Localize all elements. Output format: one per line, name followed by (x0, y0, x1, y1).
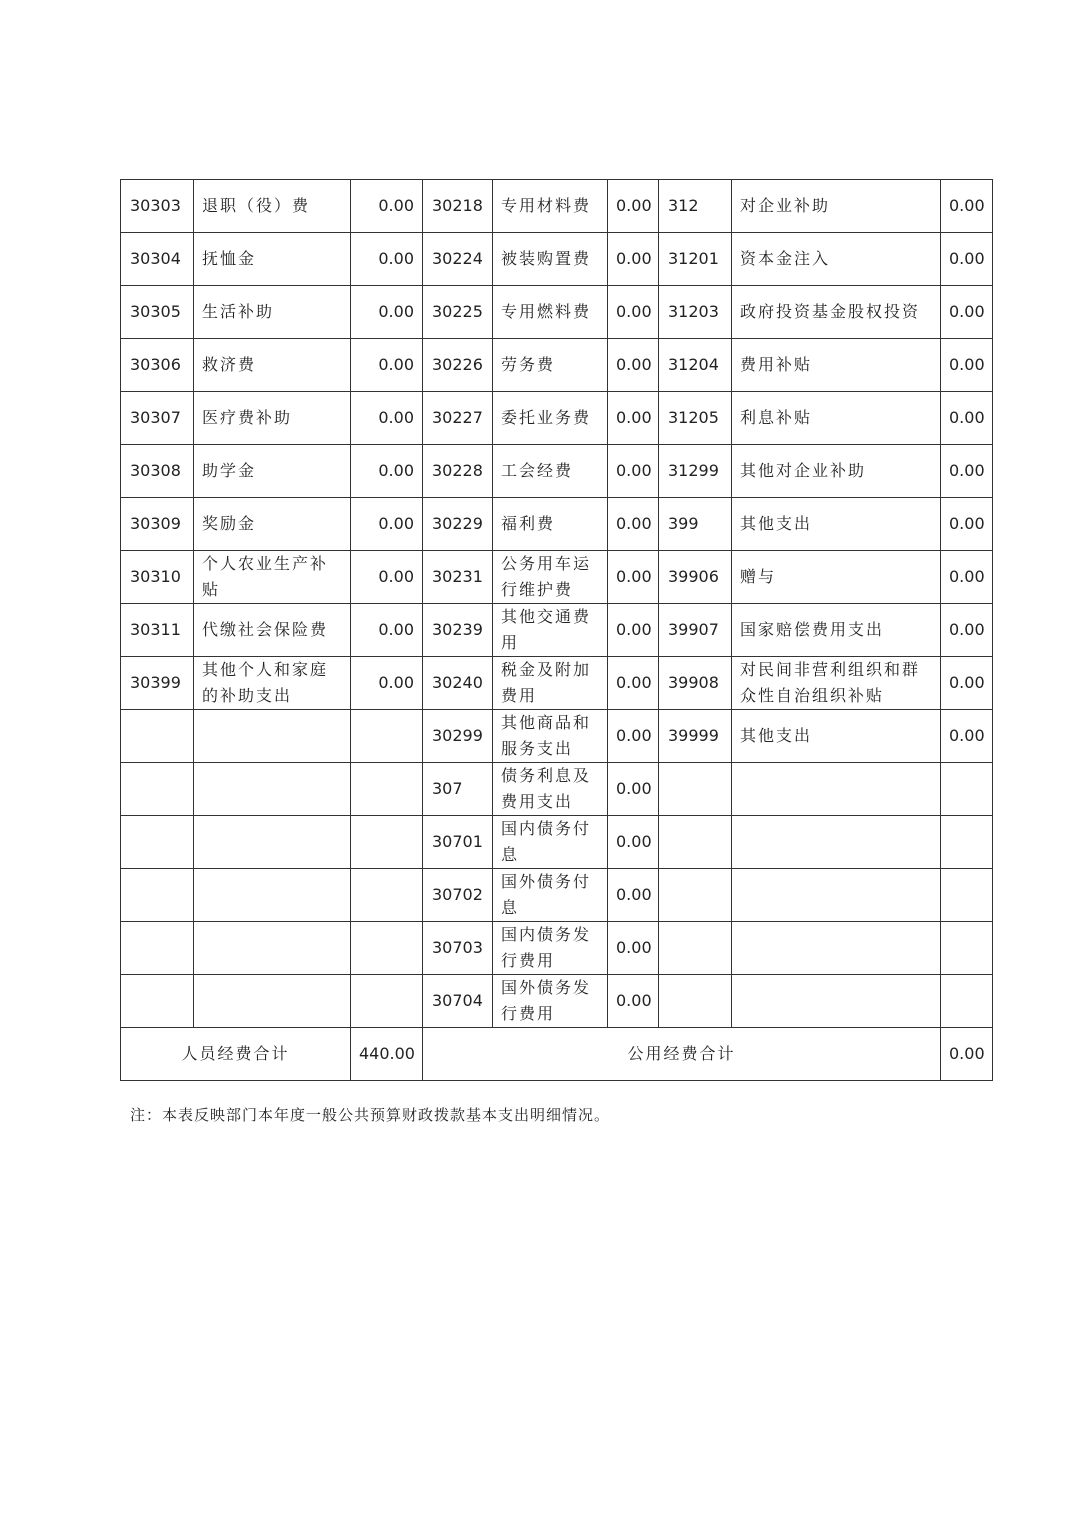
public-item-cell: 委托业务费 (493, 392, 608, 445)
other-item-cell (732, 869, 941, 922)
personnel-item-cell: 抚恤金 (194, 233, 351, 286)
table-row (121, 498, 993, 551)
public-amount-cell: 0.00 (608, 710, 659, 763)
other-code-cell (659, 763, 732, 816)
personnel-code-cell: 30307 (121, 392, 194, 445)
public-amount-cell: 0.00 (608, 604, 659, 657)
public-amount-cell: 0.00 (608, 498, 659, 551)
public-amount-cell: 0.00 (608, 180, 659, 233)
other-item-cell: 国家赔偿费用支出 (732, 604, 941, 657)
other-amount-cell: 0.00 (941, 392, 993, 445)
personnel-amount-cell: 0.00 (351, 498, 423, 551)
table-row (121, 922, 993, 975)
public-item-cell: 国外债务付息 (493, 869, 608, 922)
other-item-cell: 其他支出 (732, 498, 941, 551)
totals-row (121, 1028, 993, 1081)
personnel-amount-cell (351, 816, 423, 869)
other-code-cell: 312 (659, 180, 732, 233)
personnel-item-cell: 医疗费补助 (194, 392, 351, 445)
public-code-cell: 30226 (423, 339, 493, 392)
other-code-cell (659, 816, 732, 869)
public-item-cell: 被装购置费 (493, 233, 608, 286)
other-amount-cell: 0.00 (941, 339, 993, 392)
public-amount-cell: 0.00 (608, 392, 659, 445)
other-amount-cell (941, 975, 993, 1028)
personnel-amount-cell (351, 710, 423, 763)
other-item-cell: 政府投资基金股权投资 (732, 286, 941, 339)
public-item-cell: 国内债务付息 (493, 816, 608, 869)
other-amount-cell: 0.00 (941, 657, 993, 710)
other-item-cell (732, 763, 941, 816)
personnel-item-cell (194, 763, 351, 816)
personnel-amount-cell (351, 975, 423, 1028)
personnel-item-cell (194, 710, 351, 763)
personnel-code-cell: 30311 (121, 604, 194, 657)
personnel-item-cell (194, 816, 351, 869)
public-item-cell: 专用燃料费 (493, 286, 608, 339)
table-row (121, 657, 993, 710)
other-item-cell: 资本金注入 (732, 233, 941, 286)
personnel-code-cell (121, 763, 194, 816)
public-amount-cell: 0.00 (608, 816, 659, 869)
public-code-cell: 307 (423, 763, 493, 816)
personnel-amount-cell (351, 763, 423, 816)
other-amount-cell: 0.00 (941, 180, 993, 233)
table-row (121, 233, 993, 286)
public-code-cell: 30240 (423, 657, 493, 710)
table-row (121, 975, 993, 1028)
personnel-amount-cell: 0.00 (351, 392, 423, 445)
table-row (121, 445, 993, 498)
table-row (121, 339, 993, 392)
table-row (121, 180, 993, 233)
personnel-item-cell (194, 869, 351, 922)
expenditure-table (120, 179, 993, 1081)
other-amount-cell: 0.00 (941, 710, 993, 763)
personnel-amount-cell: 0.00 (351, 339, 423, 392)
other-code-cell: 31203 (659, 286, 732, 339)
other-amount-cell (941, 763, 993, 816)
table-row (121, 816, 993, 869)
public-code-cell: 30702 (423, 869, 493, 922)
public-amount-cell: 0.00 (608, 922, 659, 975)
other-code-cell: 31205 (659, 392, 732, 445)
personnel-code-cell (121, 922, 194, 975)
personnel-amount-cell: 0.00 (351, 551, 423, 604)
public-code-cell: 30704 (423, 975, 493, 1028)
table-row (121, 392, 993, 445)
public-code-cell: 30703 (423, 922, 493, 975)
other-code-cell (659, 869, 732, 922)
personnel-item-cell: 个人农业生产补贴 (194, 551, 351, 604)
personnel-code-cell (121, 869, 194, 922)
public-code-cell: 30227 (423, 392, 493, 445)
personnel-item-cell: 助学金 (194, 445, 351, 498)
public-code-cell: 30218 (423, 180, 493, 233)
other-item-cell: 利息补贴 (732, 392, 941, 445)
personnel-code-cell: 30305 (121, 286, 194, 339)
personnel-code-cell (121, 710, 194, 763)
public-amount-cell: 0.00 (608, 657, 659, 710)
public-code-cell: 30231 (423, 551, 493, 604)
other-code-cell: 31204 (659, 339, 732, 392)
personnel-code-cell: 30310 (121, 551, 194, 604)
public-amount-cell: 0.00 (608, 339, 659, 392)
table-row (121, 604, 993, 657)
table-row (121, 286, 993, 339)
other-amount-cell: 0.00 (941, 286, 993, 339)
table-row (121, 763, 993, 816)
public-amount-cell: 0.00 (608, 869, 659, 922)
personnel-code-cell (121, 816, 194, 869)
table-row (121, 869, 993, 922)
other-amount-cell: 0.00 (941, 551, 993, 604)
personnel-code-cell (121, 975, 194, 1028)
other-amount-cell: 0.00 (941, 604, 993, 657)
other-item-cell (732, 922, 941, 975)
personnel-item-cell: 救济费 (194, 339, 351, 392)
personnel-code-cell: 30309 (121, 498, 194, 551)
table-footnote: 注：本表反映部门本年度一般公共预算财政拨款基本支出明细情况。 (130, 1106, 611, 1124)
other-item-cell: 对企业补助 (732, 180, 941, 233)
public-item-cell: 其他商品和服务支出 (493, 710, 608, 763)
personnel-total-value: 440.00 (351, 1028, 423, 1081)
table-body (121, 180, 993, 1028)
other-item-cell: 其他对企业补助 (732, 445, 941, 498)
public-code-cell: 30228 (423, 445, 493, 498)
personnel-amount-cell: 0.00 (351, 180, 423, 233)
personnel-amount-cell: 0.00 (351, 604, 423, 657)
public-total-value: 0.00 (941, 1028, 993, 1081)
public-total-label: 公用经费合计 (423, 1028, 941, 1081)
personnel-code-cell: 30308 (121, 445, 194, 498)
other-amount-cell (941, 869, 993, 922)
public-item-cell: 其他交通费用 (493, 604, 608, 657)
personnel-code-cell: 30399 (121, 657, 194, 710)
public-item-cell: 福利费 (493, 498, 608, 551)
personnel-amount-cell: 0.00 (351, 233, 423, 286)
personnel-item-cell: 生活补助 (194, 286, 351, 339)
other-code-cell: 39907 (659, 604, 732, 657)
personnel-item-cell: 其他个人和家庭的补助支出 (194, 657, 351, 710)
other-amount-cell: 0.00 (941, 498, 993, 551)
other-code-cell (659, 922, 732, 975)
table-row (121, 710, 993, 763)
other-item-cell: 其他支出 (732, 710, 941, 763)
public-amount-cell: 0.00 (608, 551, 659, 604)
public-code-cell: 30701 (423, 816, 493, 869)
other-code-cell (659, 975, 732, 1028)
public-item-cell: 工会经费 (493, 445, 608, 498)
personnel-amount-cell (351, 869, 423, 922)
public-code-cell: 30224 (423, 233, 493, 286)
other-item-cell: 对民间非营利组织和群众性自治组织补贴 (732, 657, 941, 710)
personnel-total-label: 人员经费合计 (121, 1028, 351, 1081)
personnel-amount-cell: 0.00 (351, 445, 423, 498)
public-item-cell: 债务利息及费用支出 (493, 763, 608, 816)
public-item-cell: 劳务费 (493, 339, 608, 392)
other-code-cell: 31201 (659, 233, 732, 286)
public-item-cell: 国外债务发行费用 (493, 975, 608, 1028)
public-item-cell: 税金及附加费用 (493, 657, 608, 710)
personnel-code-cell: 30306 (121, 339, 194, 392)
other-item-cell (732, 816, 941, 869)
public-code-cell: 30299 (423, 710, 493, 763)
personnel-item-cell: 代缴社会保险费 (194, 604, 351, 657)
public-amount-cell: 0.00 (608, 445, 659, 498)
table-row (121, 551, 993, 604)
public-item-cell: 专用材料费 (493, 180, 608, 233)
public-code-cell: 30225 (423, 286, 493, 339)
other-item-cell (732, 975, 941, 1028)
public-amount-cell: 0.00 (608, 975, 659, 1028)
other-amount-cell (941, 922, 993, 975)
personnel-item-cell (194, 975, 351, 1028)
public-amount-cell: 0.00 (608, 763, 659, 816)
other-code-cell: 399 (659, 498, 732, 551)
other-item-cell: 费用补贴 (732, 339, 941, 392)
personnel-item-cell: 奖励金 (194, 498, 351, 551)
personnel-amount-cell: 0.00 (351, 657, 423, 710)
other-amount-cell (941, 816, 993, 869)
public-code-cell: 30239 (423, 604, 493, 657)
other-code-cell: 39906 (659, 551, 732, 604)
public-amount-cell: 0.00 (608, 233, 659, 286)
public-amount-cell: 0.00 (608, 286, 659, 339)
other-amount-cell: 0.00 (941, 233, 993, 286)
personnel-amount-cell: 0.00 (351, 286, 423, 339)
public-item-cell: 公务用车运行维护费 (493, 551, 608, 604)
other-item-cell: 赠与 (732, 551, 941, 604)
public-item-cell: 国内债务发行费用 (493, 922, 608, 975)
personnel-code-cell: 30304 (121, 233, 194, 286)
personnel-item-cell: 退职（役）费 (194, 180, 351, 233)
other-amount-cell: 0.00 (941, 445, 993, 498)
personnel-amount-cell (351, 922, 423, 975)
personnel-item-cell (194, 922, 351, 975)
other-code-cell: 39908 (659, 657, 732, 710)
personnel-code-cell: 30303 (121, 180, 194, 233)
public-code-cell: 30229 (423, 498, 493, 551)
other-code-cell: 39999 (659, 710, 732, 763)
other-code-cell: 31299 (659, 445, 732, 498)
